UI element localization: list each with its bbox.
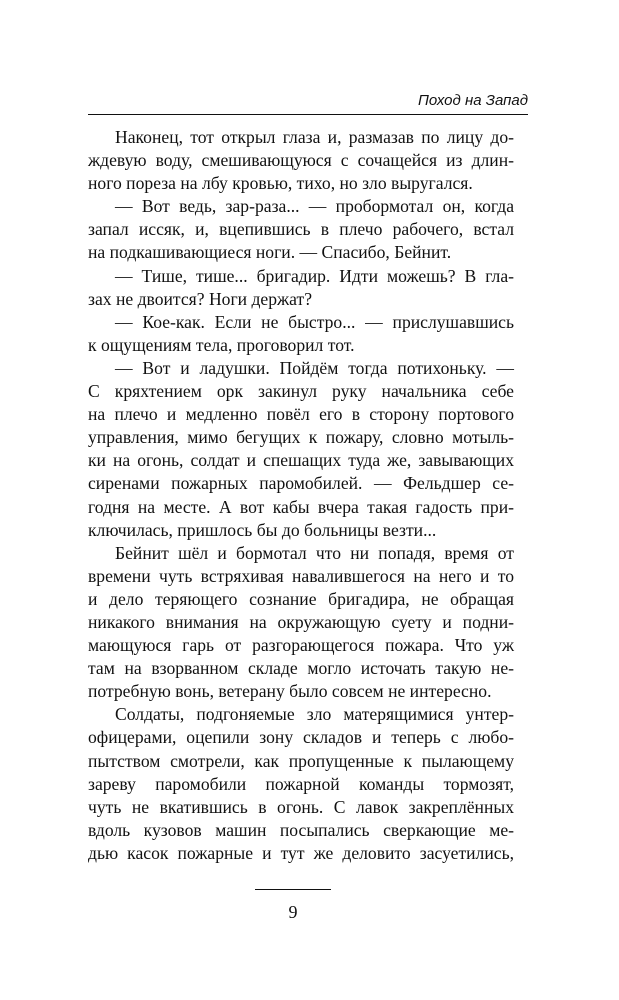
footer-rule [255,889,331,890]
text-line: — Вот и ладушки. Пойдём тогда потихоньку. — [115,357,514,378]
text-line: ного пореза на лбу кровью, тихо, но зло выругался. [88,173,473,194]
text-line: управления, мимо бегущих к пожару, словно мотыль- [88,427,514,448]
paragraph [88,357,514,542]
header-rule [88,114,528,115]
text-line: Наконец, тот открыл глаза и, размазав по лицу до- [115,127,514,147]
text-line: к ощущениям тела, проговорил тот. [88,334,355,355]
text-line: зах не двоится? Ноги держат? [88,288,313,309]
text-line: офицерами, оцепили зону складов и теперь с любо- [88,727,514,748]
text-line: времени чуть встряхивая навалившегося на него и то [88,565,514,586]
paragraph [88,195,514,264]
text-line: ждевую воду, смешивающуюся с сочащейся из длин- [88,150,514,171]
text-line: Бейнит шёл и бормотал что ни попадя, время от [115,542,514,563]
paragraph [88,542,514,704]
text-line: — Вот ведь, зар-раза... — пробормотал он, когда [115,196,514,217]
text-line: на подкашивающиеся ноги. — Спасибо, Бейнит. [88,242,452,263]
text-line: С кряхтением орк закинул руку начальника себе [88,381,514,402]
text-line: ключилась, пришлось бы до больницы везти... [88,519,437,540]
text-line: — Тише, тише... бригадир. Идти можешь? В гла- [115,265,514,286]
text-line: чуть не вкатившись в огонь. С лавок закреплённых [88,796,514,817]
running-head: Поход на Запад [417,92,528,109]
text-line: зареву паромобили пожарной команды тормозят, [88,773,514,794]
text-line: вдоль кузовов машин посыпались сверкающие ме- [88,819,514,840]
text-line: пытством смотрели, как пропущенные к пылающему [88,750,514,771]
paragraph [88,265,514,311]
text-line: — Кое-как. Если не быстро... — прислушавшись [115,311,514,332]
page-number: 9 [288,902,298,922]
text-line: потребную вонь, ветерану было совсем не интересно. [88,681,492,702]
text-line: мающуюся гарь от разгорающегося пожара. Что уж [88,635,514,656]
paragraph [88,311,514,357]
text-line: годня на месте. А вот кабы вчера такая гадость при- [88,496,514,517]
text-line: запал иссяк, и, вцепившись в плечо рабочего, встал [88,219,514,240]
text-line: там на взорванном складе могло источать такую не- [88,658,514,679]
text-line: ки на огонь, солдат и спешащих туда же, завывающих [88,450,514,471]
paragraph [88,126,514,195]
text-line: дью касок пожарные и тут же деловито засуетились, [88,842,514,863]
paragraph [88,703,514,865]
text-line: никакого внимания на окружающую суету и подни- [88,611,514,632]
body-text [88,126,514,865]
text-line: сиренами пожарных паромобилей. — Фельдшер се- [88,473,514,494]
text-line: на плечо и медленно повёл его в сторону портового [88,404,514,425]
text-line: и дело теряющего сознание бригадира, не обращая [88,588,514,609]
text-line: Солдаты, подгоняемые зло матерящимися унтер- [115,704,514,725]
